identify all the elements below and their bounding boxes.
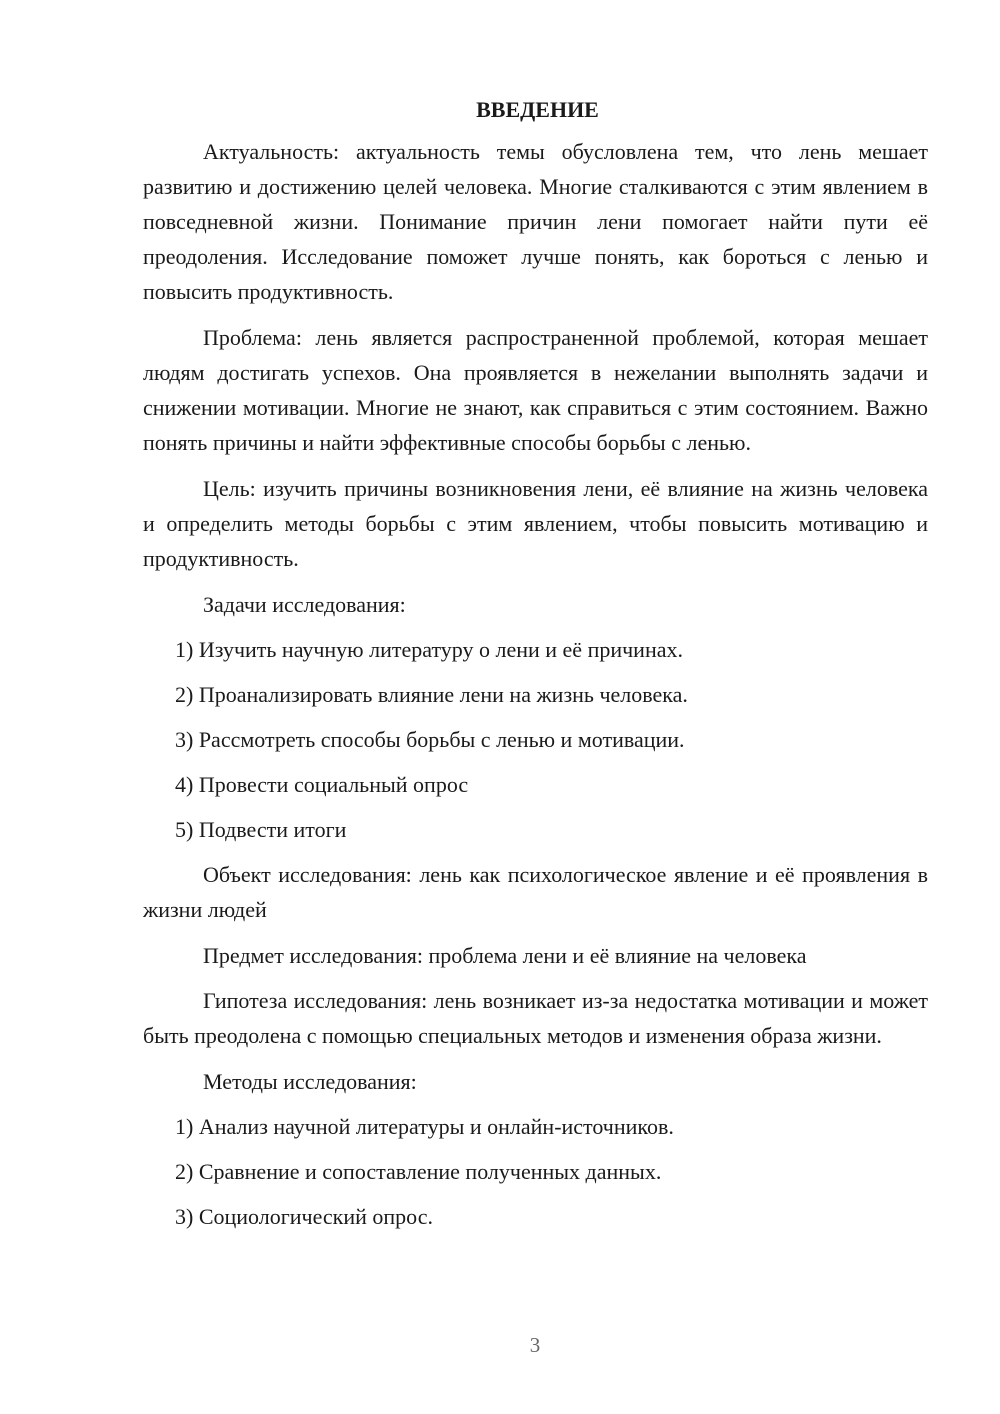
subject-paragraph: Предмет исследования: проблема лени и её влияние на человека [203, 943, 807, 968]
list-item: 2) Проанализировать влияние лени на жизнь человека. [175, 682, 688, 707]
goal-paragraph: Цель: изучить причины возникновения лени, её влияние на жизнь человека и определить методы борьбы с этим явлением, чтобы повысить мотивацию и продуктивность. [143, 476, 928, 571]
list-item: 3) Рассмотреть способы борьбы с ленью и мотивации. [175, 727, 685, 752]
methods-heading: Методы исследования: [203, 1069, 417, 1094]
relevance-paragraph: Актуальность: актуальность темы обусловлена тем, что лень мешает развитию и достижению целей человека. Многие сталкиваются с этим явлением в повседневной жизни. Понимание причин лени помогает найти пути её преодоления. Исследование поможет лучше понять, как бороться с ленью и повысить продуктивность. [143, 139, 928, 304]
list-item: 4) Провести социальный опрос [175, 772, 469, 797]
list-item: 3) Социологический опрос. [175, 1204, 433, 1229]
tasks-list [143, 632, 928, 847]
document-page [143, 92, 928, 1244]
hypothesis-paragraph: Гипотеза исследования: лень возникает из-за недостатка мотивации и может быть преодолена с помощью специальных методов и изменения образа жизни. [143, 988, 928, 1048]
section-title: ВВЕДЕНИЕ [476, 97, 599, 122]
problem-paragraph: Проблема: лень является распространенной проблемой, которая мешает людям достигать успехов. Она проявляется в нежелании выполнять задачи и снижении мотивации. Многие не знают, как справиться с этим состоянием. Важно понять причины и найти эффективные способы борьбы с ленью. [143, 325, 928, 455]
list-item: 1) Анализ научной литературы и онлайн-источников. [175, 1114, 674, 1139]
object-paragraph: Объект исследования: лень как психологическое явление и её проявления в жизни людей [143, 862, 928, 922]
page-number: 3 [529, 1333, 541, 1357]
list-item: 2) Сравнение и сопоставление полученных данных. [175, 1159, 662, 1184]
list-item: 5) Подвести итоги [175, 817, 347, 842]
methods-list [143, 1109, 928, 1234]
list-item: 1) Изучить научную литературу о лени и её причинах. [175, 637, 683, 662]
tasks-heading: Задачи исследования: [203, 592, 406, 617]
